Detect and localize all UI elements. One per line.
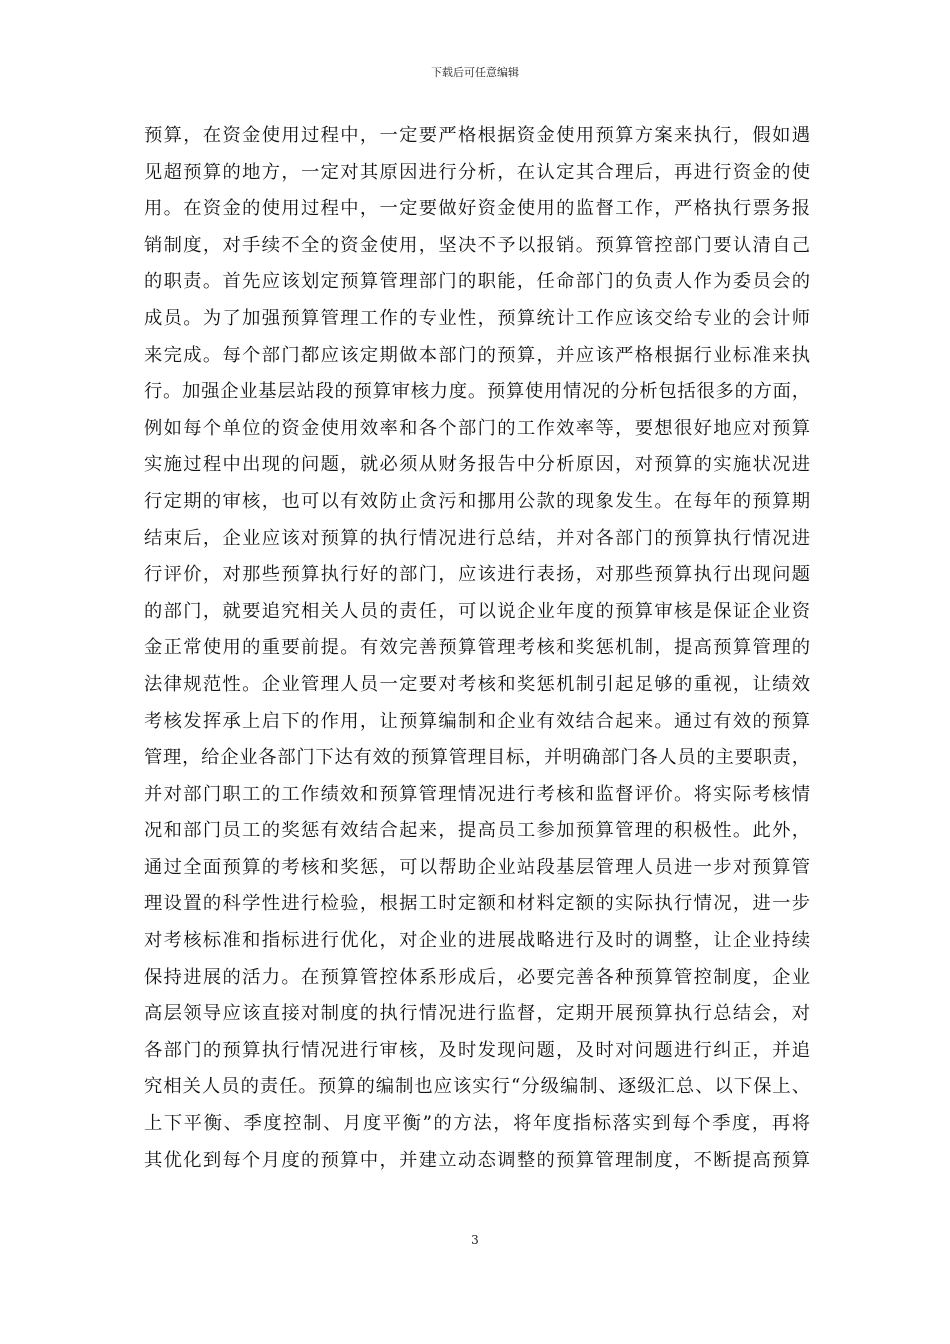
text-line: 成员。为了加强预算管理工作的专业性，预算统计工作应该交给专业的会计师	[144, 307, 810, 329]
text-line: 上下平衡、季度控制、月度平衡”的方法，将年度指标落实到每个季度，再将	[144, 1113, 810, 1135]
text-line: 例如每个单位的资金使用效率和各个部门的工作效率等，要想很好地应对预算	[144, 417, 810, 439]
text-line: 见超预算的地方，一定对其原因进行分析，在认定其合理后，再进行资金的使	[144, 161, 810, 183]
text-line: 高层领导应该直接对制度的执行情况进行监督，定期开展预算执行总结会，对	[144, 1003, 810, 1025]
text-line: 管理，给企业各部门下达有效的预算管理目标，并明确部门各人员的主要职责，	[144, 747, 810, 769]
text-line: 结束后，企业应该对预算的执行情况进行总结，并对各部门的预算执行情况进	[144, 527, 810, 549]
text-line: 各部门的预算执行情况进行审核，及时发现问题，及时对问题进行纠正，并追	[144, 1039, 810, 1061]
text-line: 金正常使用的重要前提。有效完善预算管理考核和奖惩机制，提高预算管理的	[144, 637, 810, 659]
text-line: 对考核标准和指标进行优化，对企业的进展战略进行及时的调整，让企业持续	[144, 930, 810, 952]
page-number: 3	[471, 1233, 479, 1247]
text-line: 通过全面预算的考核和奖惩，可以帮助企业站段基层管理人员进一步对预算管	[144, 856, 810, 878]
text-line: 行定期的审核，也可以有效防止贪污和挪用公款的现象发生。在每年的预算期	[144, 490, 810, 512]
text-line: 其优化到每个月度的预算中，并建立动态调整的预算管理制度，不断提高预算	[144, 1149, 810, 1171]
text-line: 用。在资金的使用过程中，一定要做好资金使用的监督工作，严格执行票务报	[144, 198, 810, 220]
text-line: 究相关人员的责任。预算的编制也应该实行“分级编制、逐级汇总、以下保上、	[144, 1076, 810, 1098]
text-line: 行评价，对那些预算执行好的部门，应该进行表扬，对那些预算执行出现问题	[144, 564, 810, 586]
text-line: 行。加强企业基层站段的预算审核力度。预算使用情况的分析包括很多的方面，	[144, 381, 810, 403]
text-line: 考核发挥承上启下的作用，让预算编制和企业有效结合起来。通过有效的预算	[144, 710, 810, 732]
text-line: 的部门，就要追究相关人员的责任，可以说企业年度的预算审核是保证企业资	[144, 600, 810, 622]
text-line: 况和部门员工的奖惩有效结合起来，提高员工参加预算管理的积极性。此外，	[144, 820, 810, 842]
text-line: 来完成。每个部门都应该定期做本部门的预算，并应该严格根据行业标准来执	[144, 344, 810, 366]
text-line: 销制度，对手续不全的资金使用，坚决不予以报销。预算管控部门要认清自己	[144, 234, 810, 256]
text-line: 的职责。首先应该划定预算管理部门的职能，任命部门的负责人作为委员会的	[144, 271, 810, 293]
text-line: 保持进展的活力。在预算管控体系形成后，必要完善各种预算管控制度，企业	[144, 966, 810, 988]
body-paragraph	[144, 118, 810, 1179]
text-line: 并对部门职工的工作绩效和预算管理情况进行考核和监督评价。将实际考核情	[144, 783, 810, 805]
text-line: 预算，在资金使用过程中，一定要严格根据资金使用预算方案来执行，假如遇	[144, 125, 810, 146]
text-line: 法律规范性。企业管理人员一定要对考核和奖惩机制引起足够的重视，让绩效	[144, 673, 810, 695]
page-header: 下载后可任意编辑	[431, 66, 519, 79]
text-line: 理设置的科学性进行检验，根据工时定额和材料定额的实际执行情况，进一步	[144, 893, 810, 915]
text-line: 实施过程中出现的问题，就必须从财务报告中分析原因，对预算的实施状况进	[144, 454, 810, 476]
